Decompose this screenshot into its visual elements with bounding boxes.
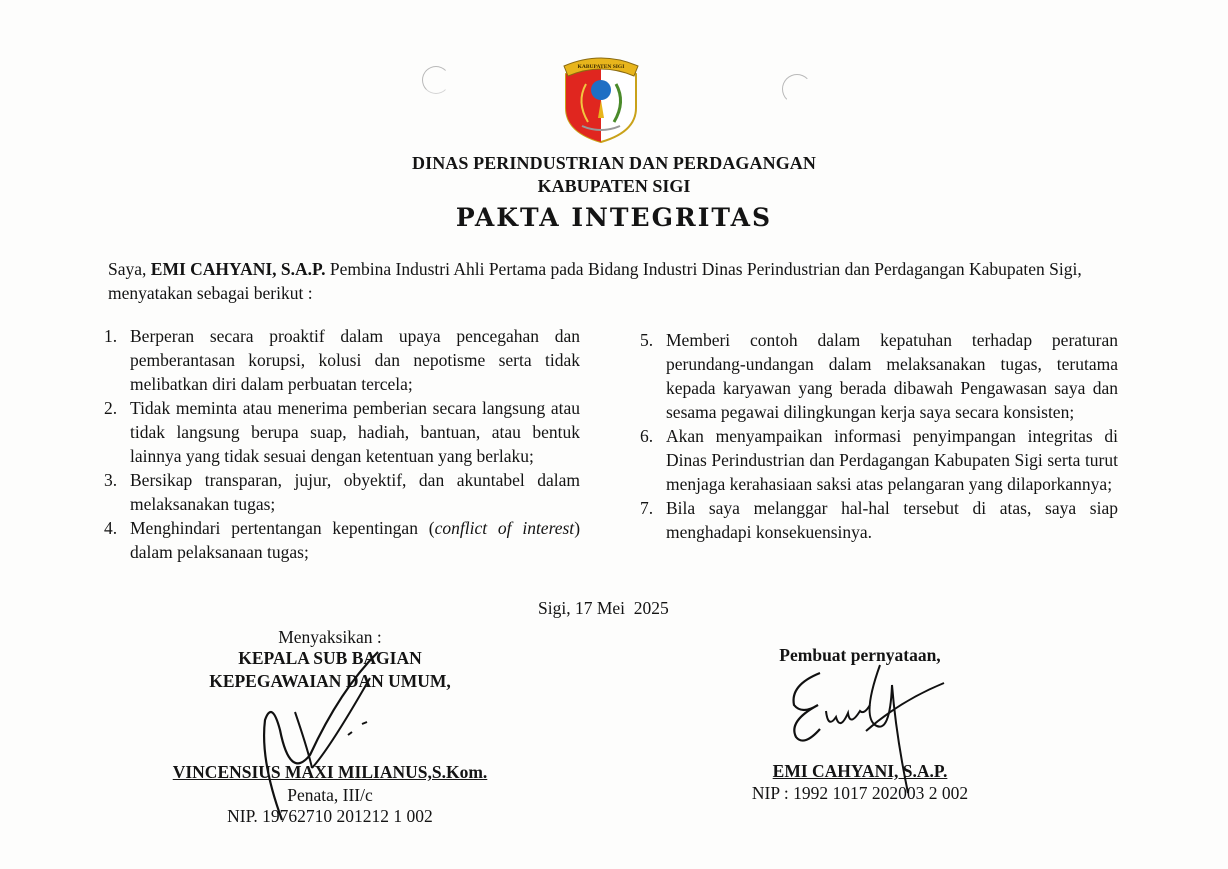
point-number: 1.	[104, 326, 118, 346]
point-number: 5.	[640, 330, 654, 350]
point-number: 3.	[104, 470, 118, 490]
document-title: PAKTA INTEGRITAS	[455, 203, 773, 232]
maker-name: EMI CAHYANI, S.A.P.	[772, 761, 948, 781]
kabupaten-sigi-emblem	[560, 52, 642, 144]
maker-label: Pembuat pernyataan,	[779, 645, 941, 665]
point-text: Berperan secara proaktif dalam upaya pencegahan dan pemberantasan korupsi, kolusi dan nepotisme serta tidak melibatkan diri dalam perbuatan tercela;	[130, 326, 580, 394]
witness-label: Menyaksikan :	[278, 627, 382, 647]
point-item	[104, 396, 580, 468]
points-column-right	[640, 328, 1118, 544]
point-number: 6.	[640, 426, 654, 446]
point-text: Tidak meminta atau menerima pemberian secara langsung atau tidak langsung berupa suap, hadiah, bantuan, atau bentuk lainnya yang tidak sesuai dengan ketentuan yang berlaku;	[130, 398, 580, 466]
witness-nip: NIP. 19762710 201212 1 002	[227, 806, 433, 826]
point-text-before: Menghindari pertentangan kepentingan (	[130, 518, 435, 538]
point-text-italic: conflict of interest	[434, 518, 575, 538]
point-text: Bersikap transparan, jujur, obyektif, dan akuntabel dalam melaksanakan tugas;	[130, 470, 580, 514]
witness-position-line2: KEPEGAWAIAN DAN UMUM,	[209, 671, 451, 691]
point-item	[640, 328, 1118, 424]
agency-name: DINAS PERINDUSTRIAN DAN PERDAGANGAN	[411, 153, 817, 173]
intro-prefix: Saya,	[108, 259, 151, 279]
witness-rank: Penata, III/c	[287, 785, 373, 805]
point-text: Memberi contoh dalam kepatuhan terhadap peraturan perundang-undangan dalam melaksanakan tugas, terutama kepada karyawan yang berada dibawah Pengawasan saya dan sesama pegawai dilingkungan kerja saya secara konsisten;	[666, 330, 1118, 422]
intro-paragraph	[108, 257, 1128, 305]
intro-rest: Pembina Industri Ahli Pertama pada Bidang Industri Dinas Perindustrian dan Perdagangan Kabupaten Sigi, menyatakan sebagai berikut :	[108, 259, 1082, 303]
point-item	[104, 516, 580, 564]
punch-hole-left	[422, 66, 450, 94]
signing-date: Sigi, 17 Mei 2025	[538, 598, 669, 618]
region-name: KABUPATEN SIGI	[537, 176, 691, 196]
point-item	[104, 324, 580, 396]
point-item	[640, 424, 1118, 496]
point-item	[104, 468, 580, 516]
point-text: Akan menyampaikan informasi penyimpangan integritas di Dinas Perindustrian dan Perdagangan Kabupaten Sigi serta turut menjaga kerahasiaan saksi atas pelangaran yang dilaporkannya;	[666, 426, 1118, 494]
point-number: 4.	[104, 518, 118, 538]
point-text-after: ) dalam pelaksanaan tugas;	[130, 518, 581, 562]
witness-name: VINCENSIUS MAXI MILIANUS,S.Kom.	[172, 762, 488, 782]
points-column-left	[104, 324, 580, 564]
witness-position-line1: KEPALA SUB BAGIAN	[238, 648, 422, 668]
point-item	[640, 496, 1118, 544]
point-number: 2.	[104, 398, 118, 418]
maker-nip: NIP : 1992 1017 202003 2 002	[751, 783, 969, 803]
point-number: 7.	[640, 498, 654, 518]
point-text: Bila saya melanggar hal-hal tersebut di atas, saya siap menghadapi konsekuensinya.	[666, 498, 1118, 542]
declarant-name: EMI CAHYANI, S.A.P.	[150, 259, 326, 279]
punch-hole-right	[782, 74, 812, 104]
emblem-label: KABUPATEN SIGI	[577, 64, 625, 70]
point-text	[130, 516, 580, 564]
